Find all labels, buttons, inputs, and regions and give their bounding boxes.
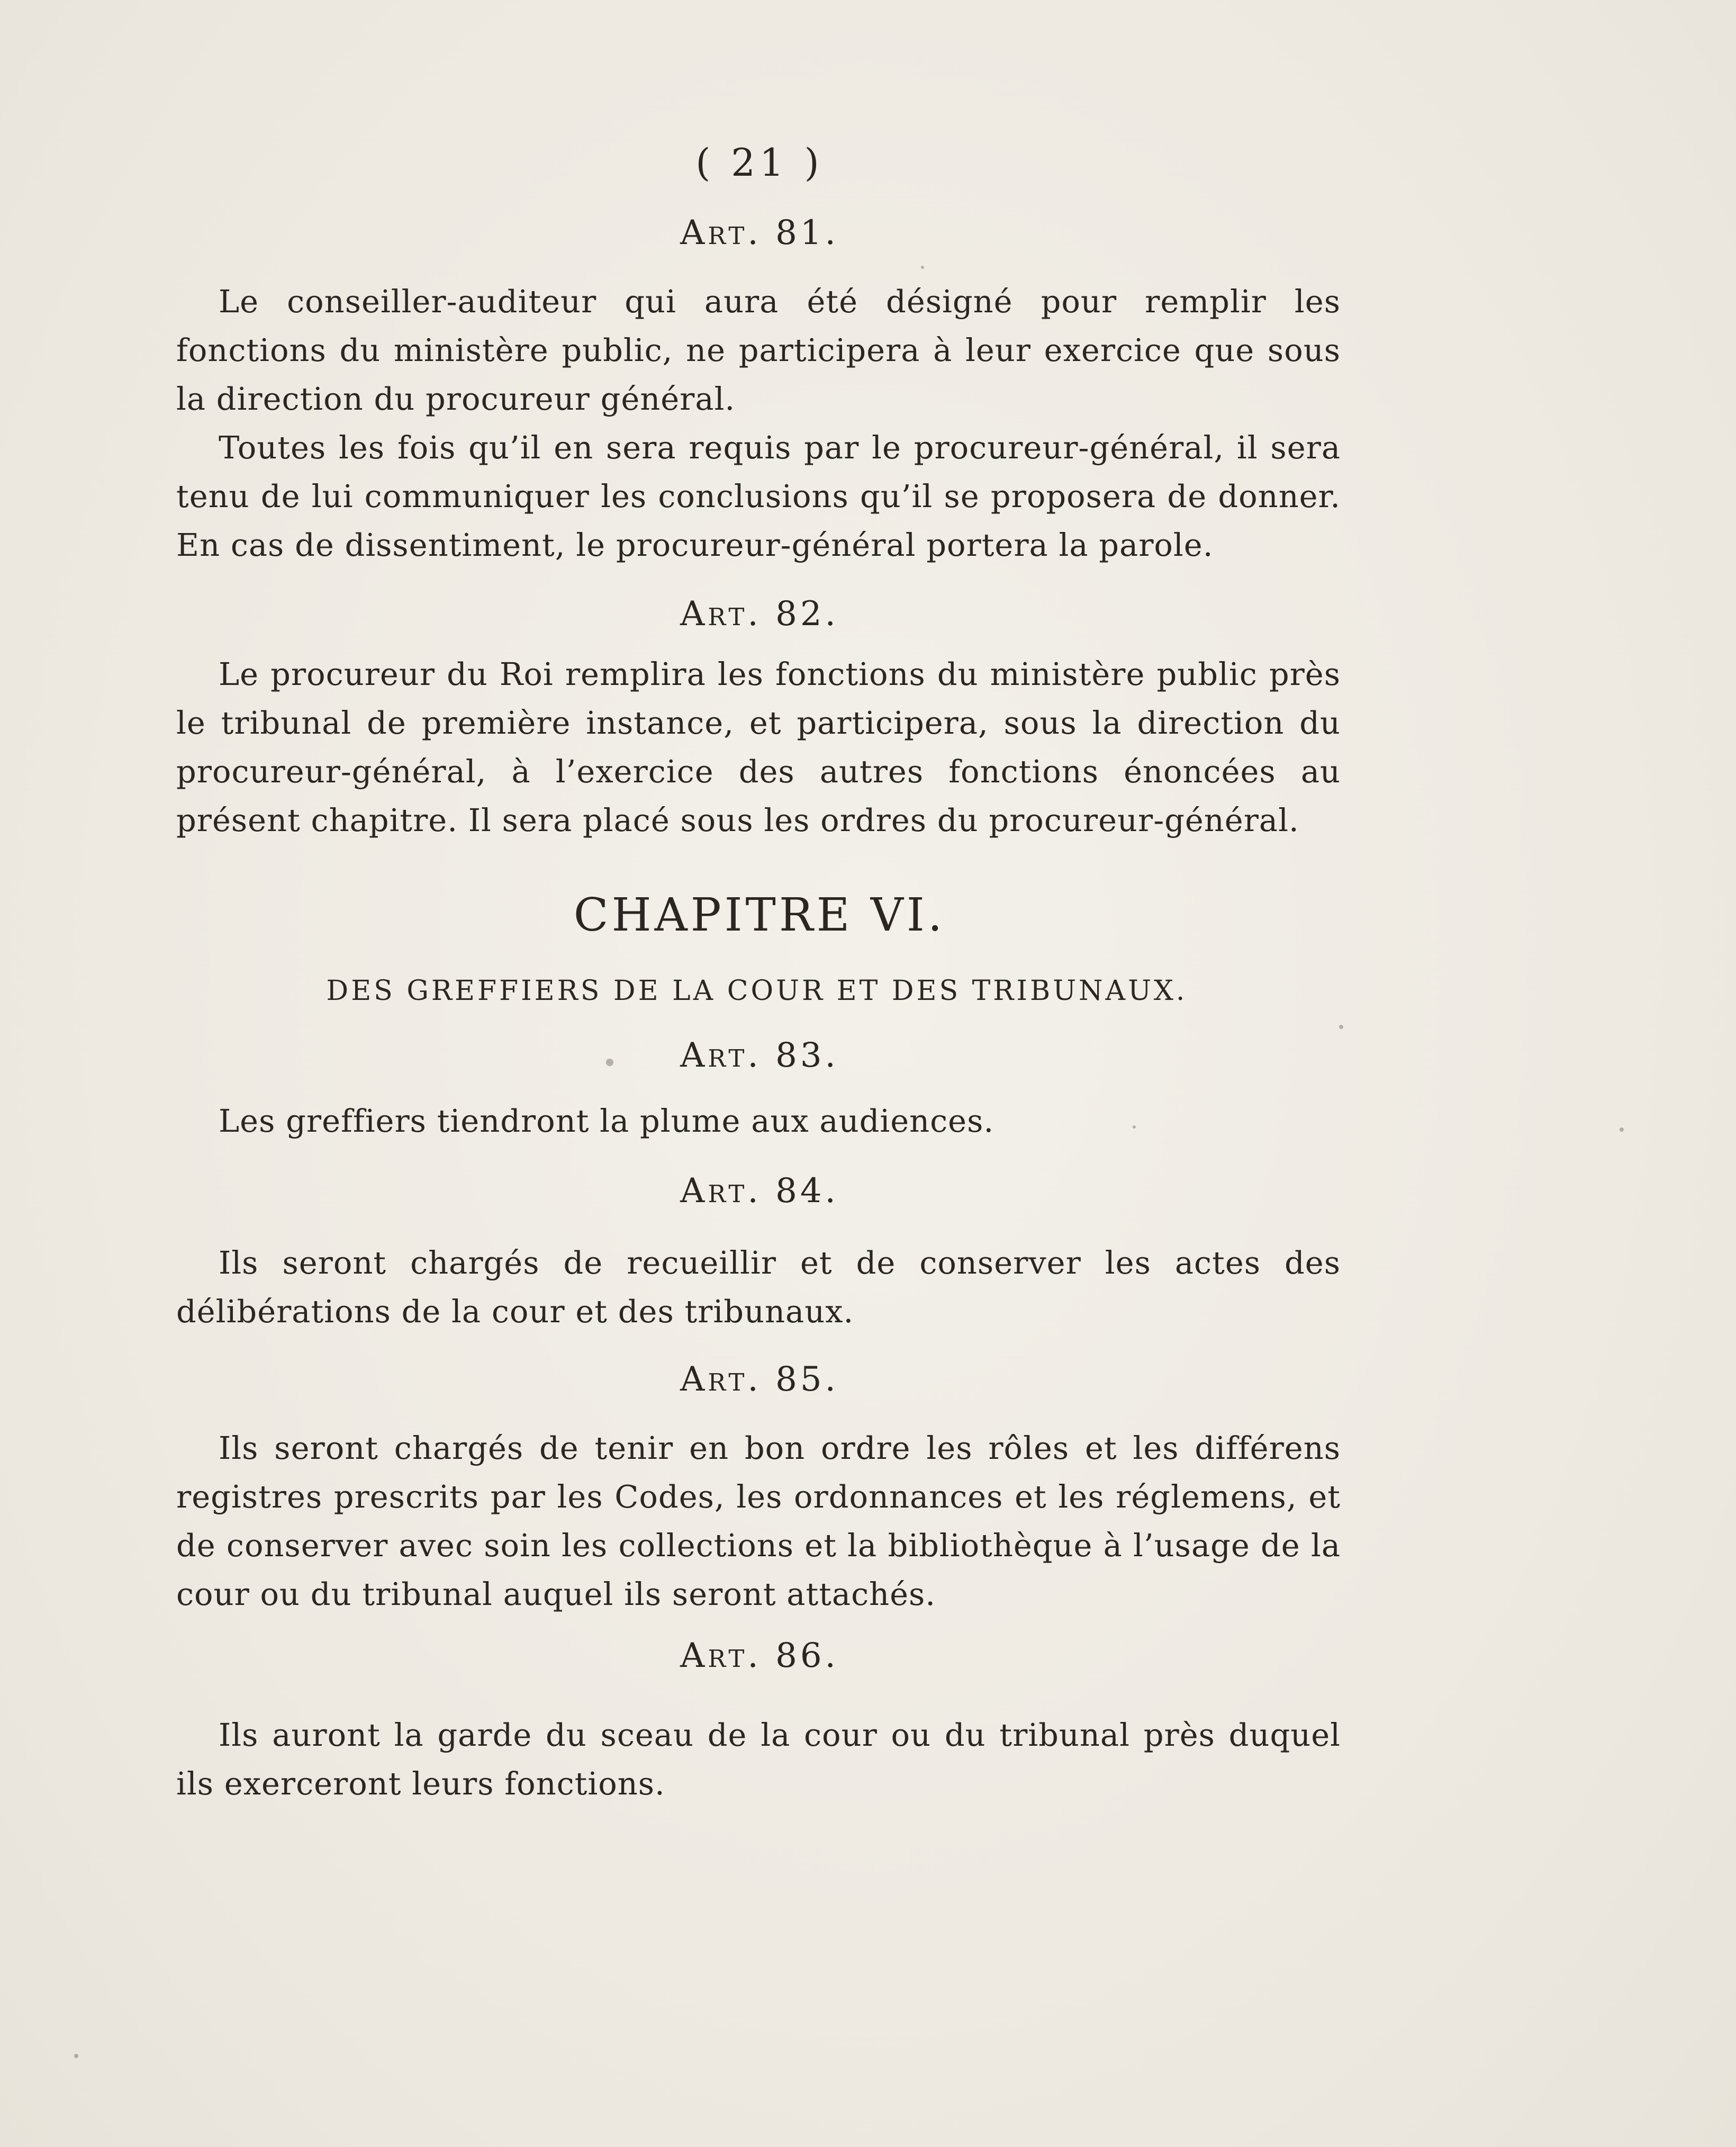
article-82-paragraph-1: Le procureur du Roi remplira les fonctions du ministère public près le tribunal de première instance, et participera, sous la direction du procureur-général, à l’exercice des autres fonctions énoncées au présent chapitre. Il sera placé sous les ordres du procureur-général. xyxy=(176,656,1341,838)
page-number: ( 21 ) xyxy=(695,140,824,185)
paper-speck xyxy=(921,266,924,269)
chapter-title: CHAPITRE VI. xyxy=(573,889,946,942)
article-85-heading: Art. 85. xyxy=(680,1360,839,1399)
chapter-subtitle: DES GREFFIERS DE LA COUR ET DES TRIBUNAUX. xyxy=(326,975,1188,1007)
article-82-heading: Art. 82. xyxy=(680,594,839,634)
article-86-heading: Art. 86. xyxy=(680,1636,839,1675)
article-83-heading: Art. 83. xyxy=(680,1036,839,1075)
paper-speck xyxy=(1133,1125,1136,1129)
paper-speck xyxy=(74,2054,78,2058)
article-83-paragraph-1: Les greffiers tiendront la plume aux audiences. xyxy=(219,1103,994,1139)
article-81-paragraph-1: Le conseiller-auditeur qui aura été désigné pour remplir les fonctions du ministère public, ne participera à leur exercice que sous la direction du procureur général. xyxy=(176,283,1341,417)
article-85-paragraph-1: Ils seront chargés de tenir en bon ordre les rôles et les différens registres prescrits par les Codes, les ordonnances et les réglemens, et de conserver avec soin les collections et la bibliothèque à l’usage de la cour ou du tribunal auquel ils seront attachés. xyxy=(176,1430,1341,1612)
article-86-paragraph-1: Ils auront la garde du sceau de la cour ou du tribunal près duquel ils exerceront leurs fonctions. xyxy=(176,1717,1341,1802)
article-81-heading: Art. 81. xyxy=(680,213,839,252)
paper-speck xyxy=(1620,1127,1624,1132)
paper-speck xyxy=(1339,1025,1343,1029)
article-84-heading: Art. 84. xyxy=(680,1171,839,1211)
article-81-paragraph-2: Toutes les fois qu’il en sera requis par le procureur-général, il sera tenu de lui communiquer les conclusions qu’il se proposera de donner. En cas de dissentiment, le procureur-général portera la parole. xyxy=(176,429,1341,563)
paper-speck xyxy=(606,1059,613,1066)
article-84-paragraph-1: Ils seront chargés de recueillir et de conserver les actes des délibérations de la cour et des tribunaux. xyxy=(176,1244,1341,1330)
